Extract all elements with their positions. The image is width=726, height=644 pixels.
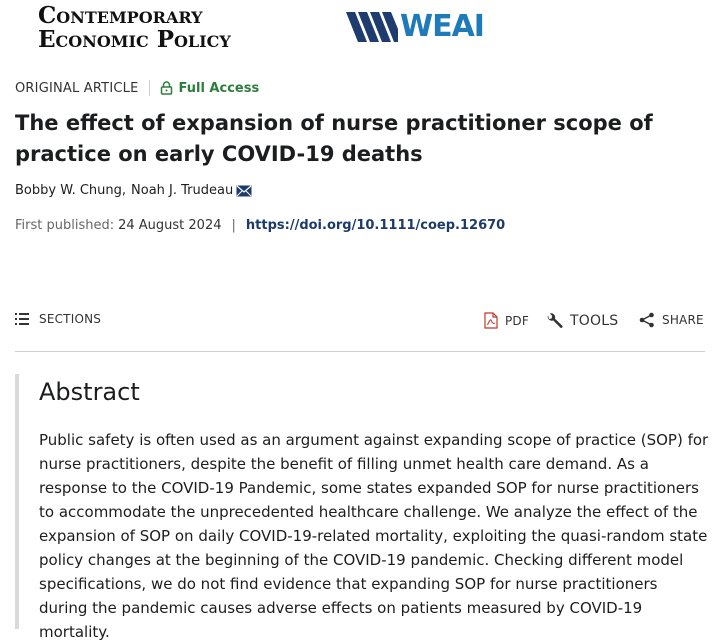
author-list [15,183,252,198]
article-title: The effect of expansion of nurse practitioner scope of practice on early COVID-19 deaths [15,111,653,166]
author-link[interactable]: Bobby W. Chung, [15,183,127,198]
tools-button[interactable] [545,312,618,330]
pdf-button[interactable] [484,312,529,329]
share-icon [639,312,655,328]
access-badge [160,81,260,96]
journal-name-line1: Contemporary [38,2,203,29]
wrench-icon [545,312,563,330]
doi-link[interactable]: https://doi.org/10.1111/coep.12670 [245,218,506,233]
weai-stripes-icon [346,12,398,42]
publisher-logo[interactable] [346,9,484,44]
journal-header [0,0,726,70]
list-icon [15,313,29,325]
tools-label: TOOLS [570,313,619,329]
sections-label: SECTIONS [39,312,102,326]
access-label: Full Access [178,80,260,96]
publisher-logo-text: WEAI [400,9,484,44]
published-label: First published: [15,218,115,233]
sections-button[interactable] [15,312,101,326]
mail-icon[interactable] [236,185,252,197]
journal-logo[interactable] [38,4,296,54]
publication-info [15,218,505,233]
share-label: SHARE [662,313,704,327]
article-toolbar [15,312,705,336]
article-type: ORIGINAL ARTICLE [15,80,139,96]
article-meta [15,78,259,98]
pdf-icon [484,312,498,329]
separator: | [231,218,236,233]
share-button[interactable] [639,312,704,328]
author-link[interactable]: Noah J. Trudeau [131,183,234,198]
abstract-text: Public safety is often used as an argument against expanding scope of practice (SOP) for nurse practitioners, despite the benefit of filling unmet health care demand. As a response to the COVID-19 Pandemic, some states expanded SOP for nurse practitioners to accommodate the unprecedented healthcare challenge. We analyze the effect of the expansion of SOP on daily COVID-19-related mortality, exploiting the quasi-random state policy changes at the beginning of the COVID-19 pandemic. Checking different model specifications, we do not find evidence that expanding SOP for nurse practitioners during the pandemic causes adverse effects on patients measured by COVID-19 mortality. [39,431,709,641]
meta-divider [149,80,150,96]
published-date: 24 August 2024 [118,218,222,233]
abstract-heading: Abstract [39,378,140,406]
journal-name-line2: Economic Policy [38,26,231,53]
lock-icon [160,81,173,95]
toolbar-divider [15,351,705,352]
pdf-label: PDF [505,313,529,328]
abstract-accent-bar [15,374,19,629]
